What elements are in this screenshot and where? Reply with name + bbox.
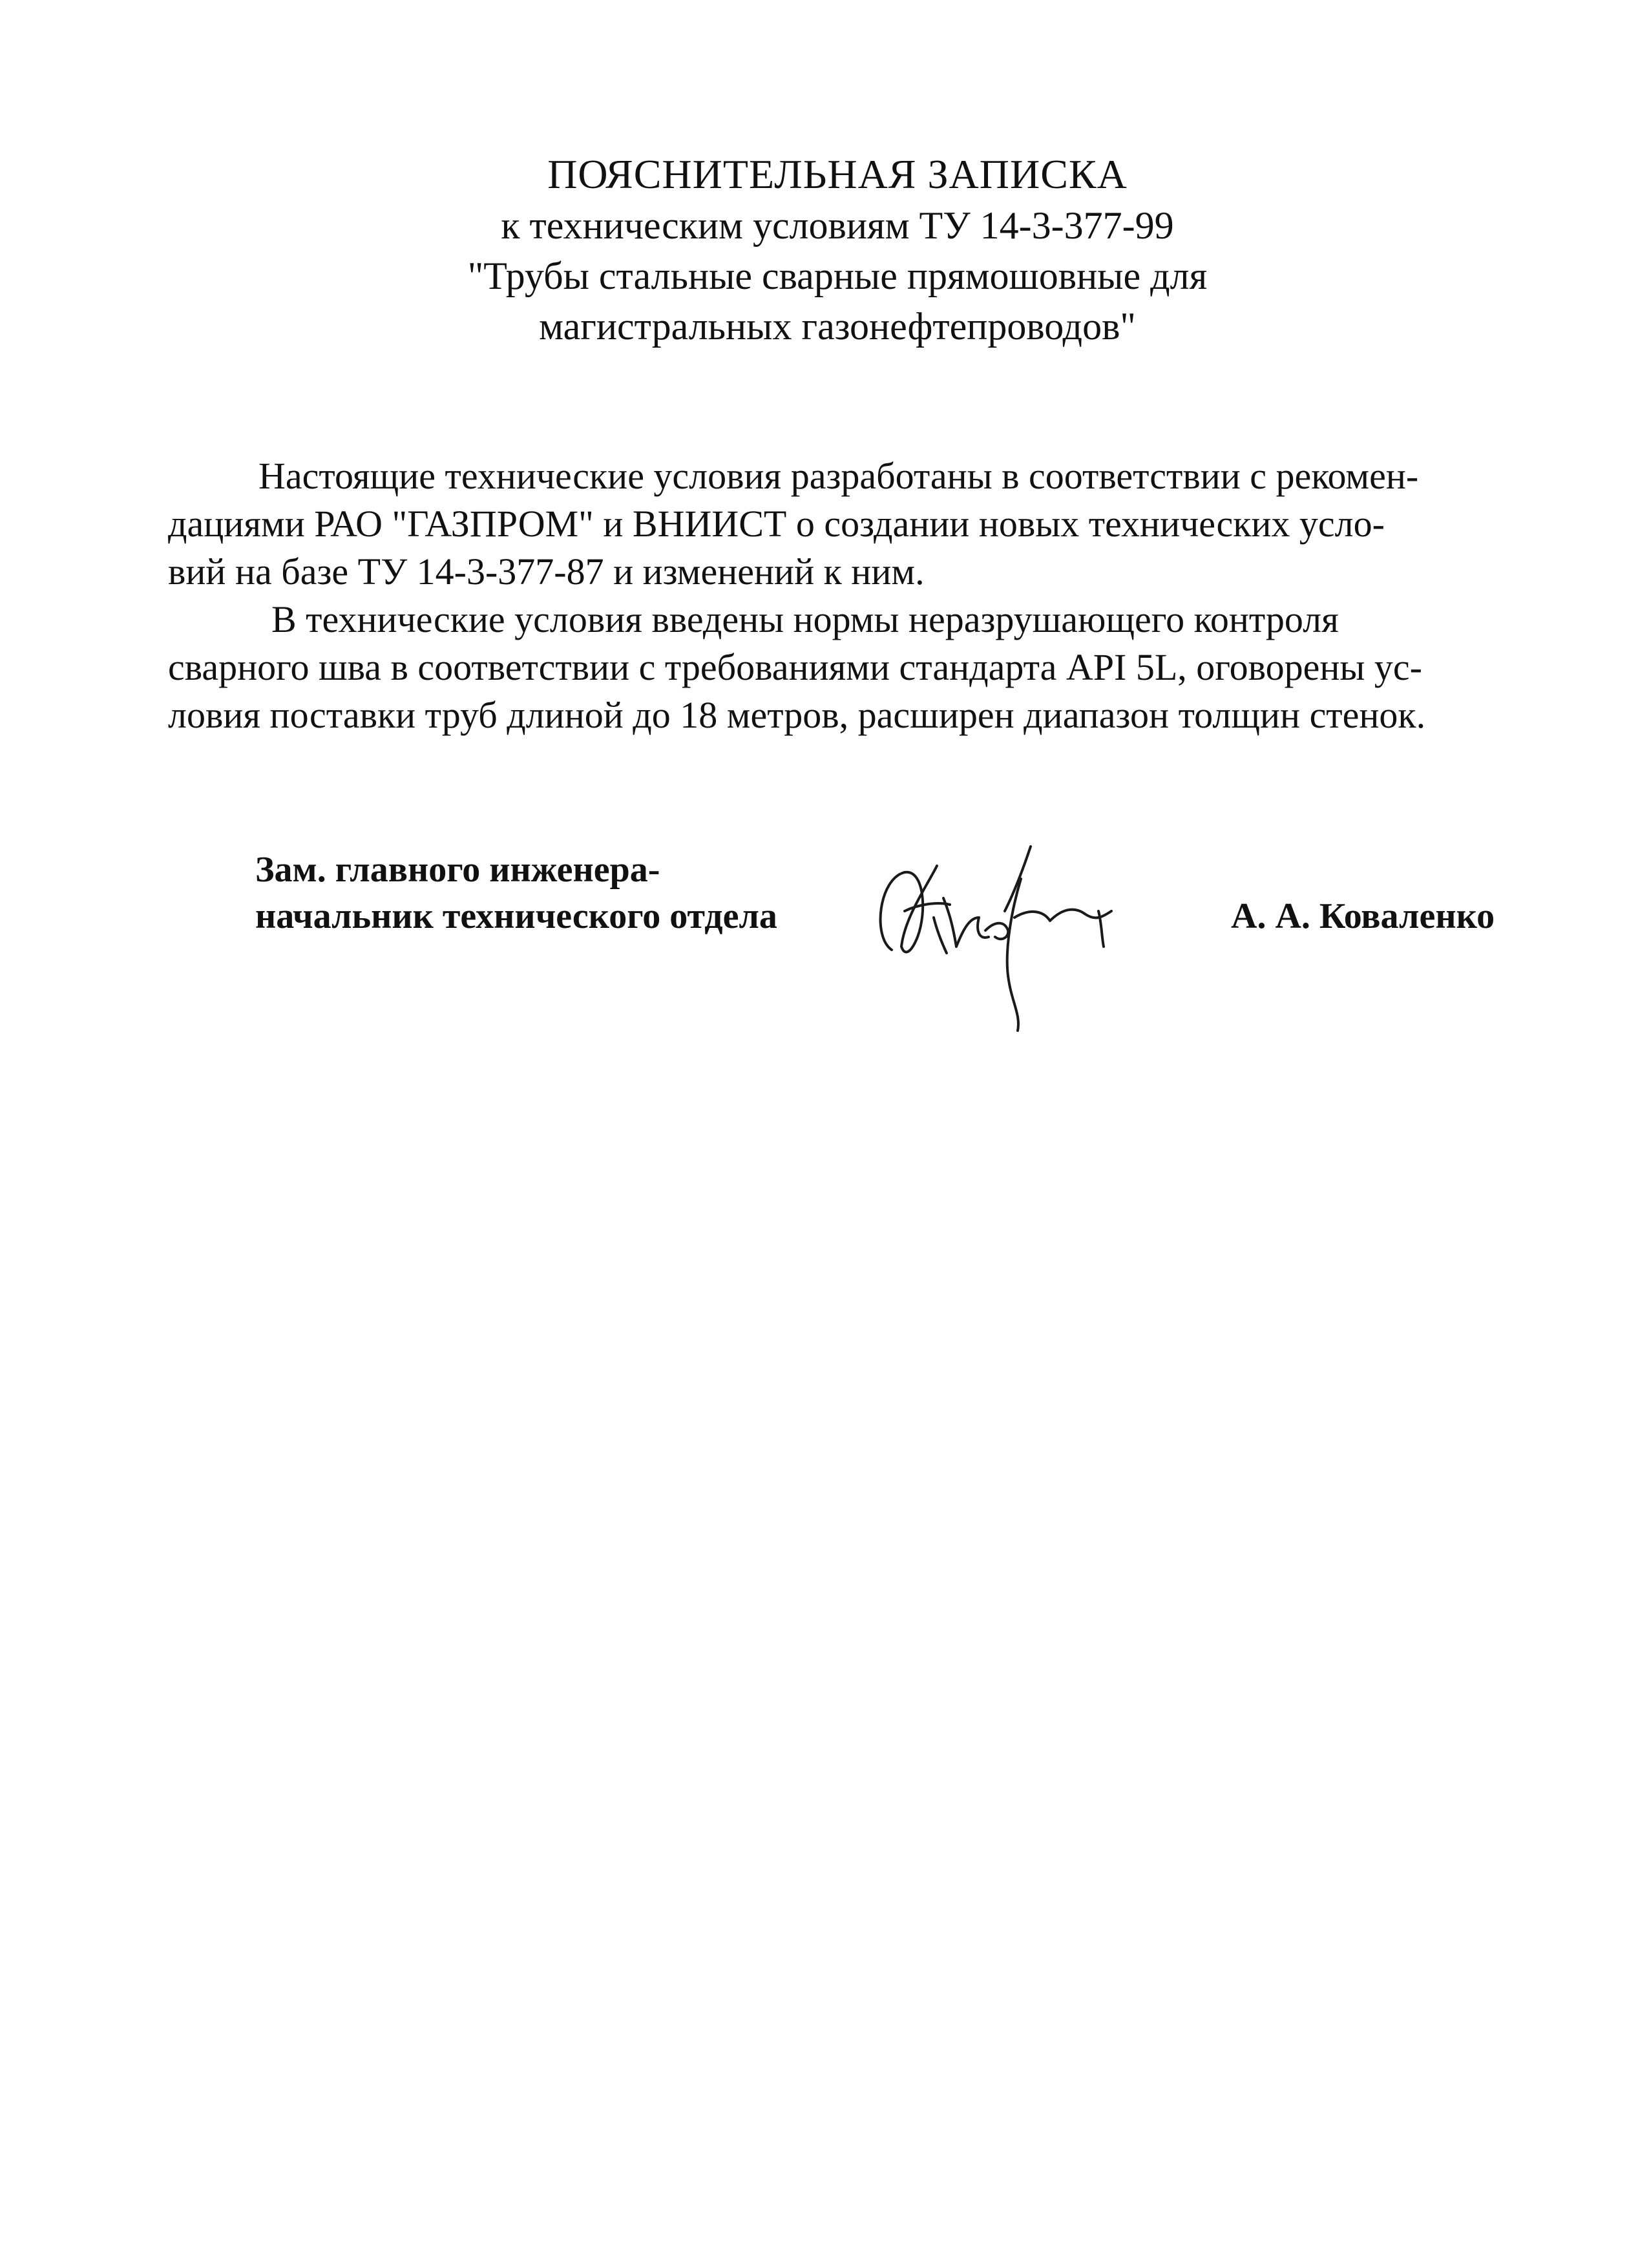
paragraph-1-line-3: вий на базе ТУ 14-3-377-87 и изменений к ним. [168,551,925,593]
paragraph-2-line-2: сварного шва в соответствии с требованиями стандарта API 5L, оговорены ус- [168,646,1422,688]
document-title: ПОЯСНИТЕЛЬНАЯ ЗАПИСКА [547,151,1128,197]
document-header [0,149,1649,352]
signatory-position-line-2: начальник технического отдела [255,896,777,936]
paragraph-2-line-1: В технические условия введены нормы неразрушающего контроля [271,598,1339,640]
signatory-name: А. А. Коваленко [1231,896,1495,936]
handwritten-signature [866,840,1137,1034]
document-body [168,452,1525,739]
paragraph-2-line-3: ловия поставки труб длиной до 18 метров, расширен диапазон толщин стенок. [168,694,1426,736]
paragraph-1 [168,452,1525,596]
signatory-position [255,846,777,940]
document-subtitle-line-3: магистральных газонефтепроводов" [539,305,1136,348]
paragraph-1-line-1: Настоящие технические условия разработаны в соответствии с рекомен- [258,455,1419,497]
signatory-position-line-1: Зам. главного инженера- [255,850,660,890]
document-subtitle-line-2: "Трубы стальные сварные прямошовные для [467,255,1208,297]
paragraph-1-line-2: дациями РАО "ГАЗПРОМ" и ВНИИСТ о создании новых технических усло- [168,503,1385,545]
document-subtitle-line-1: к техническим условиям ТУ 14-3-377-99 [501,204,1174,247]
paragraph-2 [168,596,1525,739]
